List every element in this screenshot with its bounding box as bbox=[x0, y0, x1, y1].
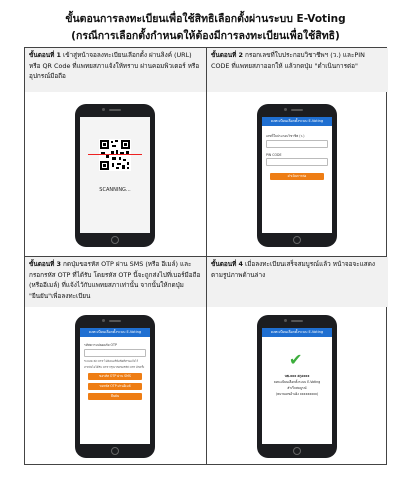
step-2-cell bbox=[207, 48, 388, 256]
step-3-caption bbox=[25, 257, 206, 307]
pin-label: PIN CODE bbox=[266, 153, 282, 157]
step-4-text: เมื่อลงทะเบียนเสร็จสมบูรณ์แล้ว หน้าจอจะแสดง ตามรูปภาพด้านล่าง bbox=[211, 260, 375, 279]
home-button bbox=[293, 236, 301, 244]
license-label: เลขที่ใบประกอบวิชาชีพ (ว.) bbox=[266, 134, 305, 138]
pin-input[interactable] bbox=[266, 158, 328, 166]
home-button bbox=[293, 447, 301, 455]
step-4-phone bbox=[257, 315, 337, 458]
phone-speaker bbox=[109, 320, 121, 322]
phone-sensor bbox=[102, 108, 105, 111]
success-line-2: สำเร็จสมบูรณ์ bbox=[287, 386, 307, 390]
phone-speaker bbox=[109, 109, 121, 111]
scan-line bbox=[88, 154, 142, 155]
phone-screen bbox=[262, 117, 332, 233]
continue-button[interactable]: ดำเนินการต่อ bbox=[270, 173, 324, 180]
step-4-caption bbox=[207, 257, 388, 307]
step-3-text: กดปุ่มขอรหัส OTP ผ่าน SMS (หรือ อีเมล์) และ กรอกรหัส OTP ที่ได้รับ โดยรหัส OTP นี้จะถูกส่งไปที่เบอร์มือถือ (หรืออีเมล์) ที่แจ้งไว้กับแพทยสภาเท่านั้น จากนั้นให้กดปุ่ม "ยืนยัน"เพื่อลงทะเบียน bbox=[29, 260, 201, 300]
page-subtitle: (กรณีการเลือกตั้งกำหนดให้ต้องมีการลงทะเบียนเพื่อใช้สิทธิ) bbox=[71, 30, 340, 42]
check-icon: ✔ bbox=[289, 350, 303, 369]
phone-speaker bbox=[291, 109, 303, 111]
step-1-cell bbox=[25, 48, 206, 256]
request-otp-email-button[interactable]: ขอรหัส OTP ผ่านอีเมล์ bbox=[88, 383, 142, 390]
registrant-name: นพ.xxx สกุลxxx bbox=[284, 374, 310, 378]
phone-screen bbox=[262, 328, 332, 444]
success-line-1: ลงทะเบียนเลือกตั้งระบบ E-Voting bbox=[273, 380, 321, 384]
phone-sensor bbox=[102, 319, 105, 322]
phone-speaker bbox=[291, 320, 303, 322]
step-3-phone bbox=[75, 315, 155, 458]
phone-sensor bbox=[284, 108, 287, 111]
app-header: ลงทะเบียนเลือกตั้งระบบ E-Voting bbox=[262, 117, 332, 126]
step-1-label: ขั้นตอนที่ 1 bbox=[29, 51, 61, 59]
confirm-button[interactable]: ยืนยัน bbox=[88, 393, 142, 400]
home-button bbox=[111, 447, 119, 455]
step-2-text: กรอกเลขที่ใบประกอบวิชาชีพฯ (ว.) และPIN CODE ที่แพทยสภาออกให้ แล้วกดปุ่ม "ดำเนินการต่อ" bbox=[211, 51, 365, 70]
step-1-caption bbox=[25, 48, 206, 92]
page-title: ขั้นตอนการลงทะเบียนเพื่อใช้สิทธิเลือกตั้งผ่านระบบ E-Voting bbox=[65, 13, 346, 25]
step-3-cell bbox=[25, 257, 206, 466]
step-3-label: ขั้นตอนที่ 3 bbox=[29, 260, 61, 268]
step-1-text: เข้าสู่หน้าจอลงทะเบียนเลือกตั้ง ผ่านลิงค์ (URL) หรือ QR Code ที่แพทยสภาแจ้งให้ทราบ ผ่านคอมพิวเตอร์ หรืออุปกรณ์มือถือ bbox=[29, 51, 200, 80]
scanning-text: SCANNING... bbox=[99, 187, 131, 193]
qr-code-icon bbox=[99, 139, 131, 171]
step-1-phone bbox=[75, 104, 155, 247]
step-2-label: ขั้นตอนที่ 2 bbox=[211, 51, 243, 59]
step-2-caption bbox=[207, 48, 388, 92]
otp-label: รหัสความปลอดภัย OTP bbox=[84, 343, 117, 347]
app-header: ลงทะเบียนเลือกตั้งระบบ E-Voting bbox=[80, 328, 150, 337]
phone-screen bbox=[80, 117, 150, 233]
step-4-label: ขั้นตอนที่ 4 bbox=[211, 260, 243, 268]
otp-note-2: หากยังไม่ได้รับ OTP กรุณากดขอรหัส OTP อีกครั้ง bbox=[84, 365, 145, 369]
license-input[interactable] bbox=[266, 140, 328, 148]
request-otp-sms-button[interactable]: ขอรหัส OTP ผ่าน SMS bbox=[88, 373, 142, 380]
step-4-cell bbox=[207, 257, 388, 466]
reference-number: (หมายเลขอ้างอิง xxxxxxxxx) bbox=[275, 392, 319, 396]
phone-sensor bbox=[284, 319, 287, 322]
otp-note-1: ระบบจะส่ง OTP ไปยังเบอร์มือถือที่ท่านแจ้งไว้ bbox=[84, 359, 139, 363]
step-2-phone bbox=[257, 104, 337, 247]
steps-table bbox=[24, 47, 387, 465]
phone-screen bbox=[80, 328, 150, 444]
otp-input[interactable] bbox=[84, 349, 146, 357]
home-button bbox=[111, 236, 119, 244]
app-header: ลงทะเบียนเลือกตั้งระบบ E-Voting bbox=[262, 328, 332, 337]
